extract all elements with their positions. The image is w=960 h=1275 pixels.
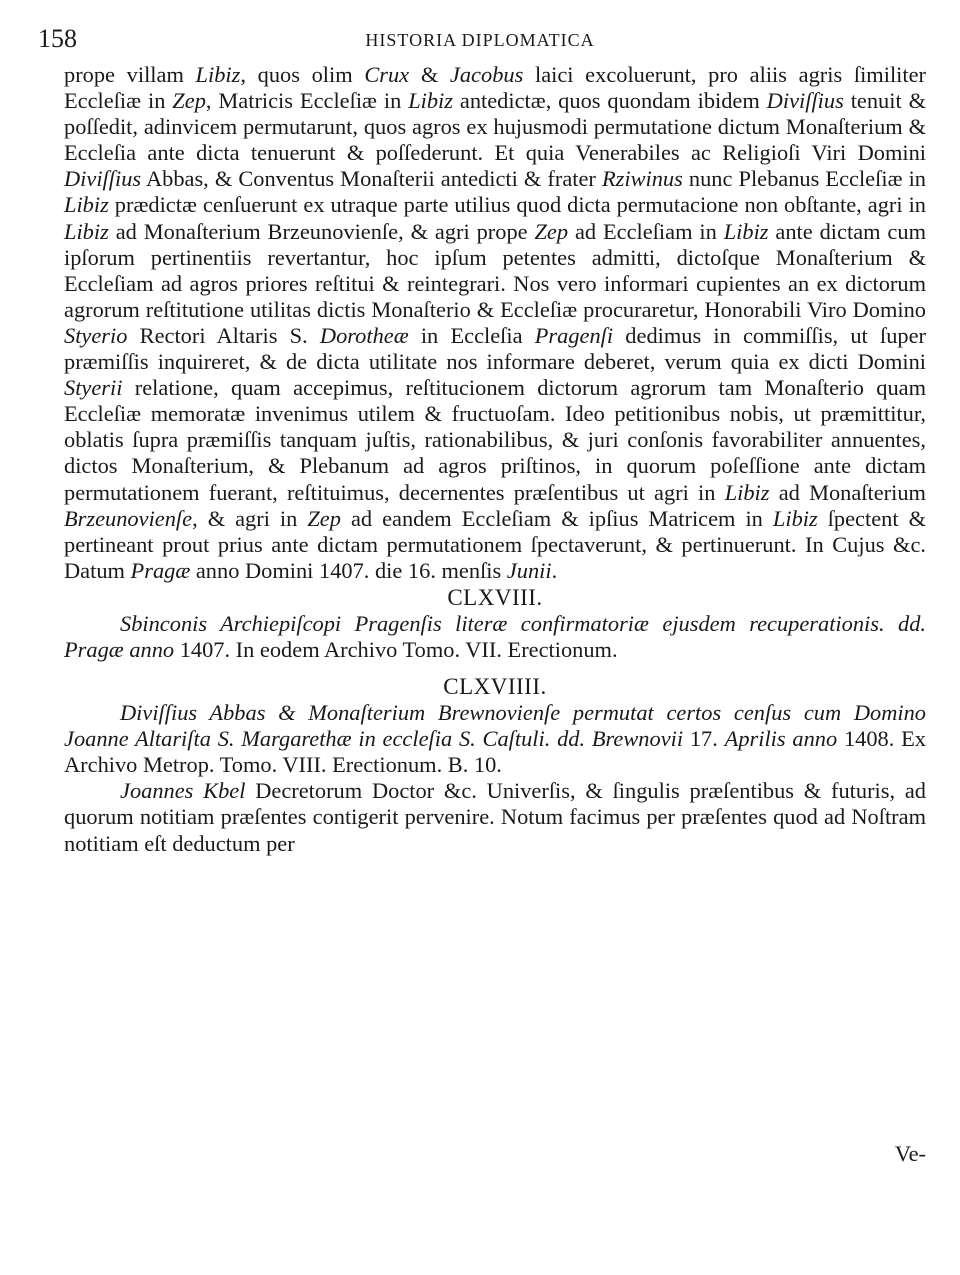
italic-name: Rziwinus [601,166,683,192]
italic-name: Aprilis anno [724,726,844,752]
italic-name: Diviſſius [64,166,142,192]
document-regest [64,700,926,778]
italic-name: Zep [172,88,206,114]
italic-name: Diviſſius [766,88,844,114]
italic-name: Libiz [723,218,769,244]
body-text [64,62,926,857]
italic-name: Zep [307,505,341,531]
italic-name: Libiz [64,192,109,218]
italic-name: Styerii [64,375,123,401]
italic-name: Joannes Kbel [120,778,246,804]
document-number-heading: CLXVIII. [447,584,543,610]
italic-name: Jacobus [449,62,524,87]
italic-name: Dorotheæ [319,322,409,348]
italic-name: Libiz [408,88,453,114]
italic-name: Brzeunovienſe [64,505,193,531]
italic-name: Styerio [64,322,128,348]
italic-name: Libiz [772,505,818,531]
charter-opening-paragraph: Joannes Kbel Decretorum Doctor &c. Univerſis, & ſingulis præſentibus & futuris, ad quorum notitiam præſentes contigerit pervenire. Notum facimus per præſentes quod ad Noſtram notitiam eſt deductum per [64,778,926,856]
roman-text: 1408. Ex Archivo Metrop. Tomo. VIII. Erectionum. B. 10. [64,726,926,778]
running-title: HISTORIA DIPLOMATICA [365,30,595,50]
italic-name: Pragæ [130,557,191,583]
italic-name: Libiz [724,479,770,505]
page-number: 158 [38,24,77,53]
document-regest [64,611,926,663]
italic-name: Crux [364,62,410,87]
roman-text: 1407. In eodem Archivo Tomo. VII. Erectionum. [179,636,618,662]
italic-name: Diviſſius Abbas & Monaſterium Brewnovienſe permutat certos cenſus cum Domino Joanne Altariſta S. Margarethæ in eccleſia S. Caſtuli. dd. Brewnovii [64,700,926,752]
charter-text-paragraph: prope villam Libiz, quos olim Crux & Jacobus laici excoluerunt, pro aliis agris ſimiliter Eccleſiæ in Zep, Matricis Eccleſiæ in Libiz antedictæ, quos quondam ibidem Diviſſius tenuit & poſſedit, adinvicem permutarunt, quos agros ex hujusmodi permutatione dictum Monaſterium & Eccleſia ante dicta tenuerunt & poſſederunt. Et quia Venerabiles ac Religioſi Viri Domini Diviſſius Abbas, & Conventus Monaſterii antedicti & frater Rziwinus nunc Plebanus Eccleſiæ in Libiz prædictæ cenſuerunt ex utraque parte utilius quod dicta permutacione non obſtante, agri in Libiz ad Monaſterium Brzeunovienſe, & agri prope Zep ad Eccleſiam in Libiz ante dictam cum ipſorum pertinentiis revertantur, hoc ipſum petentes admitti, dictoſque Monaſterium & Eccleſiam ad agros priores reſtitui & reintegrari. Nos vero informari cupientes an ex dictorum agrorum reſtitutione utilitas dictis Monaſterio & Eccleſiæ procuraretur, Honorabili Viro Domino Styerio Rectori Altaris S. Dorotheæ in Eccleſia Pragenſi dedimus in commiſſis, ut ſuper præmiſſis inquireret, & de dicta utilitate nos informare deberet, verum quia ex dicti Domini Styerii relatione, quam accepimus, reſtitucionem dictorum agrorum tam Monaſterio quam Eccleſiæ memoratæ invenimus utilem & fructuoſam. Ideo petitionibus nobis, ut præmittitur, oblatis ſupra præmiſſis tanquam juſtis, rationabilibus, & juri conſonis favorabiliter annuentes, dictos Monaſterium, & Plebanum ad agros priſtinos, in quorum poſeſſione ante dictam permutationem fuerant, reſtituimus, decernentes præſentibus ut agri in Libiz ad Monaſterium Brzeunovienſe, & agri in Zep ad eandem Eccleſiam & ipſius Matricem in Libiz ſpectent & pertineant prout prius ante dictam permutationem ſpectaverunt, & pertinuerunt. In Cujus &c. Datum Pragæ anno Domini 1407. die 16. menſis Junii. [64,62,926,583]
italic-name: Zep [534,218,569,244]
catchword: Ve- [894,1141,926,1166]
page-header [38,24,922,60]
italic-name: Libiz [64,218,109,244]
document-number-heading: CLXVIIII. [443,674,547,700]
roman-text: 17. [689,726,725,752]
italic-name: Junii [506,557,552,583]
italic-name: Pragenſi [534,322,614,348]
italic-name: Sbinconis Archiepiſcopi Pragenſis literæ confirmatoriæ ejusdem recuperationis. dd. Pragæ anno [64,610,926,662]
italic-name: Libiz [195,62,241,87]
